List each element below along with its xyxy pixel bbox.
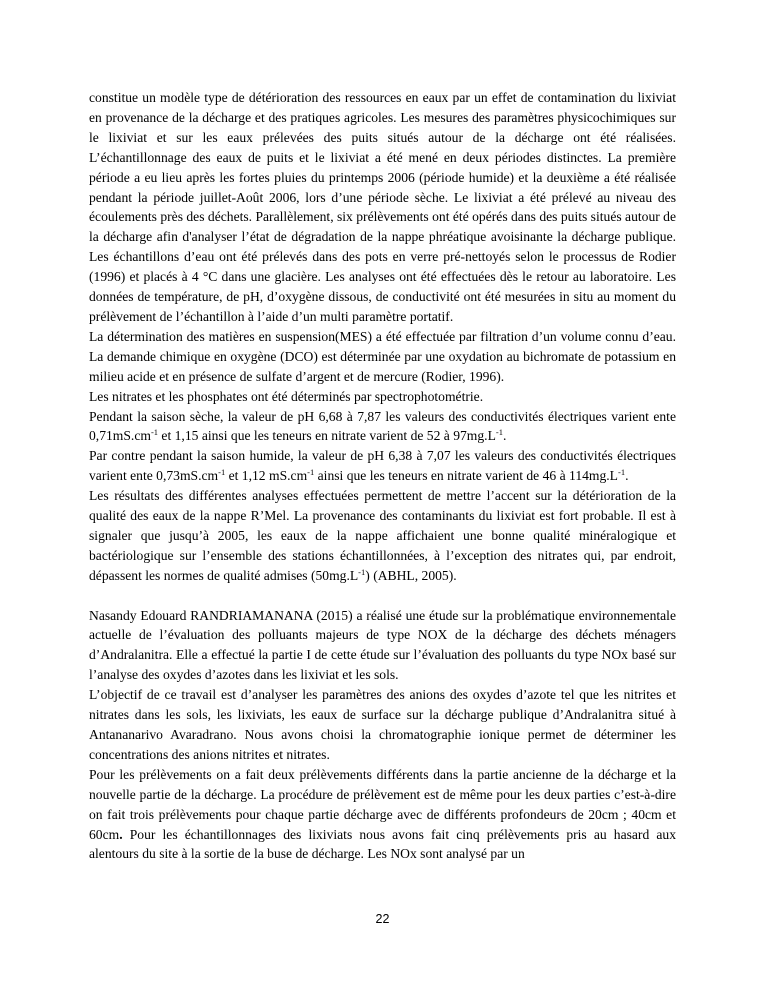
paragraph-6 [89,486,676,586]
text-run: ainsi que les teneurs en nitrate varient de 46 à 114mg.L [314,468,618,484]
paragraph-4 [89,407,676,447]
text-run: et 1,12 mS.cm [225,468,308,484]
text-run: Par contre pendant la saison humide, la valeur de pH 6,38 à 7,07 les valeurs des conductivités électriques varient ente 0,73mS.cm [89,448,676,484]
paragraph-7: Nasandy Edouard RANDRIAMANANA (2015) a réalisé une étude sur la problématique environnementale actuelle de l’évaluation des polluants majeurs de type NOX de la décharge des déchets ménagers d’Andralanitra. Elle a effectué la partie I de cette étude sur l’évaluation des polluants du type NOx basé sur l’analyse des oxydes d’azotes dans les lixiviat et les sols. [89,607,676,683]
superscript: -1 [617,467,626,478]
paragraph-2: La détermination des matières en suspension(MES) a été effectuée par filtration d’un volume connu d’eau. La demande chimique en oxygène (DCO) est déterminée par une oxydation au bichromate de potassium en milieu acide et en présence de sulfate d’argent et de mercure (Rodier, 1996). [89,328,676,384]
paragraph-1: constitue un modèle type de détérioration des ressources en eaux par un effet de contamination du lixiviat en provenance de la décharge et des pratiques agricoles. Les mesures des paramètres physicochimiques sur le lixiviat et sur les eaux prélevées des puits situés autour de la décharge ont été réalisées. L’échantillonnage des eaux de puits et le lixiviat a été mené en deux périodes distinctes. La première période a eu lieu après les fortes pluies du printemps 2006 (période humide) et la deuxième a été réalisée pendant la période juillet-Août 2006, lors d’une période sèche. Le lixiviat a été prélevé au niveau des écoulements près des déchets. Parallèlement, six prélèvements ont été opérés dans des puits situés autour de la décharge afin d'analyser l’état de dégradation de la nappe phréatique avoisinante la décharge publique. Les échantillons d’eau ont été prélevés dans des pots en verre pré-nettoyés selon le processus de Rodier (1996) et placés à 4 °C dans une glacière. Les analyses ont été effectuées dès le retour au laboratoire. Les données de température, de pH, d’oxygène dissous, de conductivité ont été mesurées in situ au moment du prélèvement de l’échantillon à l’aide d’un multi paramètre portatif. [89,90,677,324]
page-body [89,88,676,864]
superscript: -1 [358,566,366,577]
text-run: Pendant la saison sèche, la valeur de pH 6,68 à 7,87 les valeurs des conductivités électriques varient ente 0,71mS.cm [89,408,676,444]
text-run: . [502,428,507,444]
text-run: Pour les échantillonnages des lixiviats nous avons fait cinq prélèvements pris au hasard aux alentours du site à la sortie de la buse de décharge. Les NOx sont analysé par un [89,826,676,862]
text-run: Pour les prélèvements on a fait deux prélèvements différents dans la partie ancienne de la décharge et la nouvelle partie de la décharge. La procédure de prélèvement est de même pour les deux parties c’est-à-dire on fait trois prélèvements pour chaque partie décharge avec de différents profondeurs de 20cm ; 40cm et 60cm [89,766,676,842]
text-run: Les résultats des différentes analyses effectuées permettent de mettre l’accent sur la détérioration de la qualité des eaux de la nappe R’Mel. La provenance des contaminants du lixiviat est fort probable. Il est à signaler que jusqu’à 2005, les eaux de la nappe affichaient une bonne qualité minéralogique et bactériologique sur l’ensemble des stations échantillonnées, à l’exception des nitrates qui, par endroit, dépassent les normes de qualité admises (50mg.L [89,488,676,583]
superscript: -1 [495,427,503,438]
text-run: . [625,468,629,484]
superscript: -1 [307,467,315,478]
paragraph-3: Les nitrates et les phosphates ont été déterminés par spectrophotométrie. [89,388,484,404]
text-run: et 1,15 ainsi que les teneurs en nitrate varient de 52 à 97mg.L [158,428,496,444]
bold-period: . [119,826,123,842]
paragraph-8: L’objectif de ce travail est d’analyser les paramètres des anions des oxydes d’azote tel que les nitrites et nitrates dans les sols, les lixiviats, les eaux de surface sur la décharge publique d’Andralanitra situé à Antananarivo Avaradrano. Nous avons choisi la chromatographie ionique permet de déterminer les concentrations des anions nitrites et nitrates. [89,687,676,762]
page-number: 22 [375,912,390,926]
text-run: ) (ABHL, 2005). [365,567,457,583]
paragraph-5 [89,446,676,486]
superscript: -1 [150,427,159,438]
superscript: -1 [218,467,226,478]
paragraph-9 [89,765,676,865]
